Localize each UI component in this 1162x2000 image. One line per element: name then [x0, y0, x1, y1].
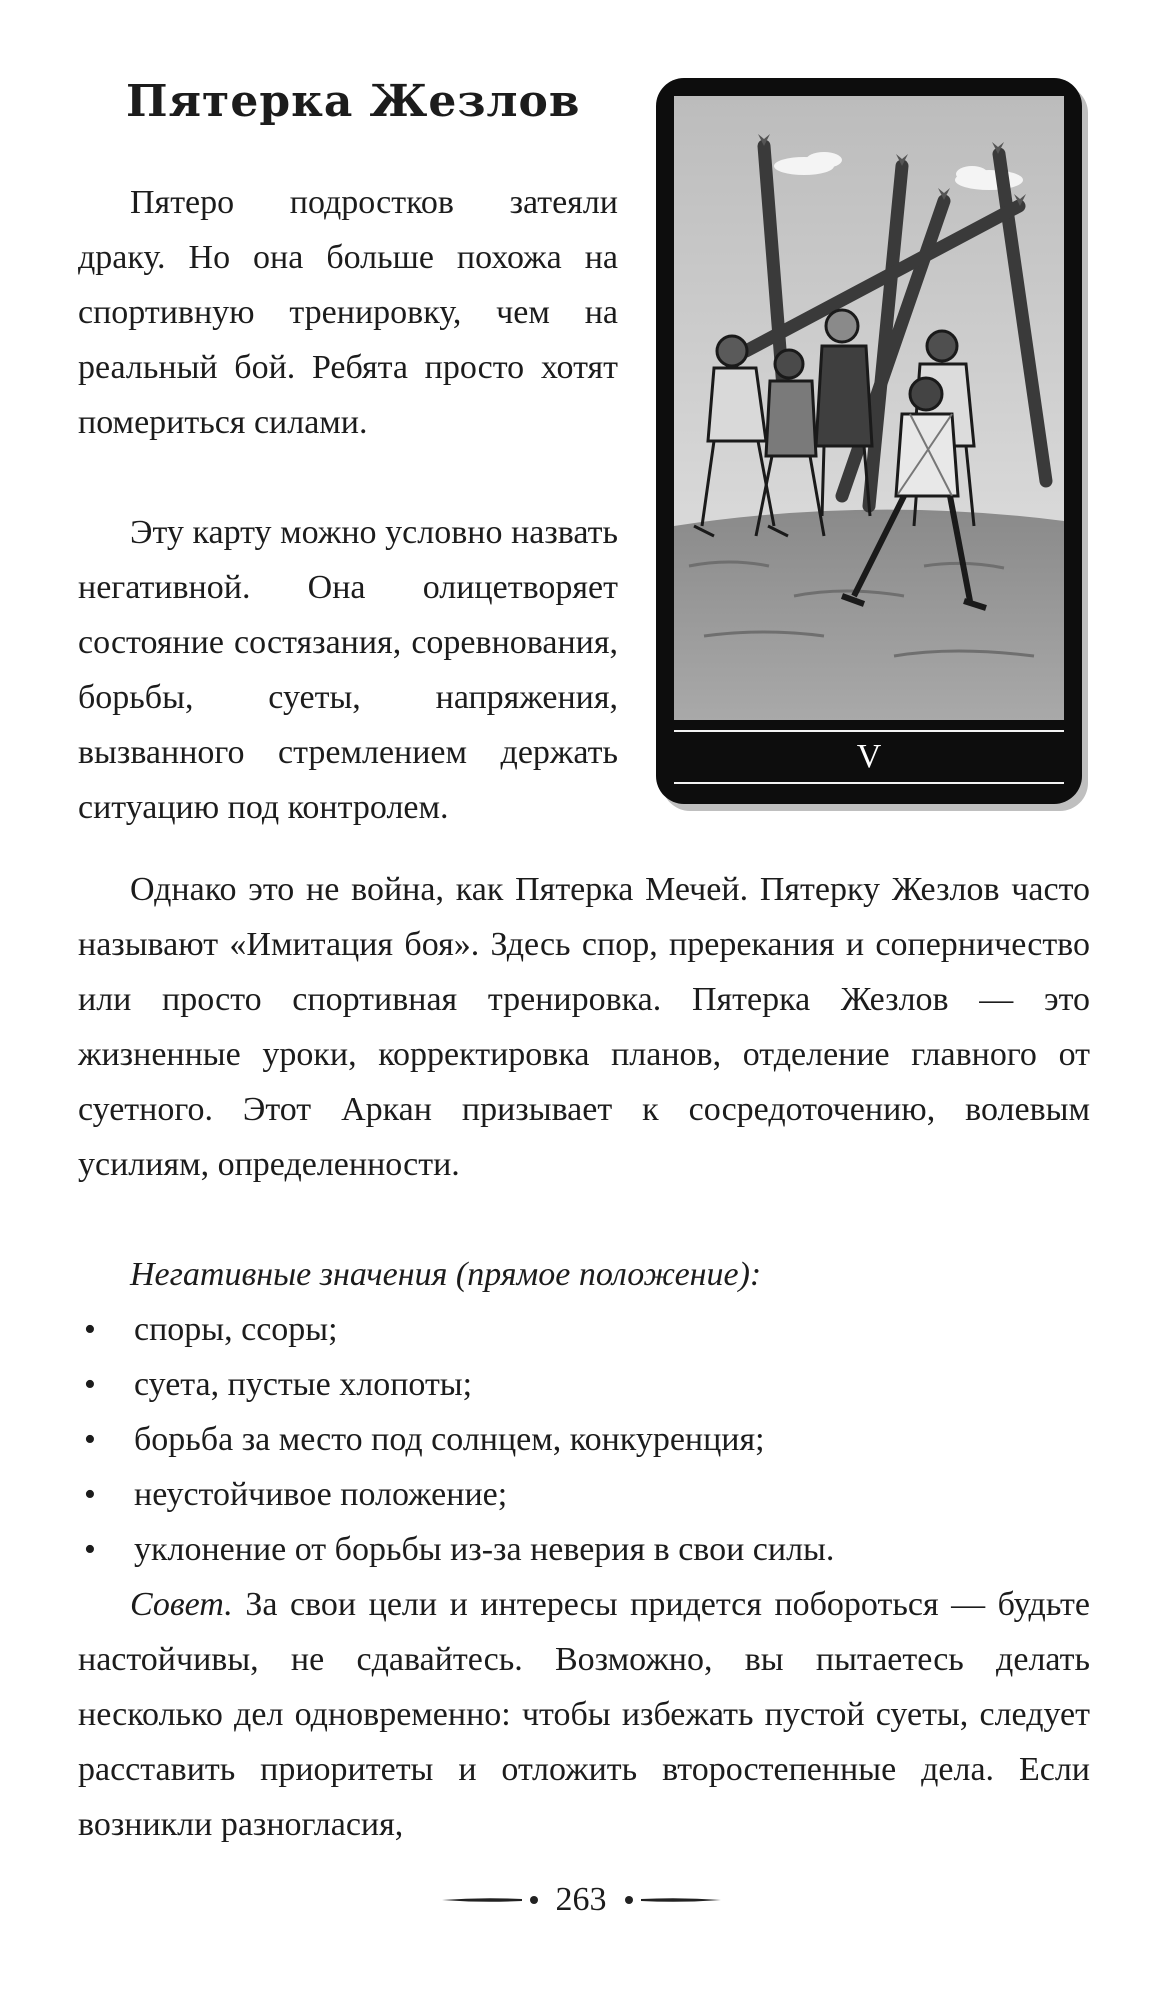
advice-text: За свои цели и интересы придется побороться — будьте настойчивы, не сдавайтесь. Возможно, вы пытаетесь делать несколько дел одновременно: чтобы избежать пустой суеты, следует расставить приоритеты и отложить второстепенные дела. Если возникли разногласия, [78, 1586, 1090, 1843]
body-text [78, 862, 1090, 1852]
intro-text [78, 175, 618, 835]
tarot-card [656, 78, 1082, 804]
tarot-card-illustration [674, 96, 1064, 720]
list-item: • борьба за место под солнцем, конкуренция; [78, 1412, 1090, 1467]
page-title: Пятерка Жезлов [126, 76, 581, 127]
intro-paragraph: Эту карту можно условно назвать негативной. Она олицетворяет состояние состязания, соревнования, борьбы, суеты, напряжения, вызванного стремлением держать ситуацию под контролем. [78, 514, 618, 826]
left-ornament-icon [442, 1893, 542, 1907]
list-item: • суета, пустые хлопоты; [78, 1357, 1090, 1412]
card-numeral: V [674, 730, 1064, 784]
list-item: • споры, ссоры; [78, 1302, 1090, 1357]
list-item: • неустойчивое положение; [78, 1467, 1090, 1522]
right-ornament-icon [621, 1893, 721, 1907]
advice-label: Совет. [130, 1586, 233, 1623]
body-paragraph: Однако это не война, как Пятерка Мечей. Пятерку Жезлов часто называют «Имитация боя». Здесь спор, пререкания и соперничество или просто спортивная тренировка. Пятерка Жезлов — это жизненные уроки, корректировка планов, отделение главного от суетного. Этот Аркан призывает к сосредоточению, волевым усилиям, определенности. [78, 871, 1090, 1183]
paragraph-gap [78, 450, 618, 505]
list-item: • уклонение от борьбы из-за неверия в свои силы. [78, 1522, 1090, 1577]
page-footer [0, 1870, 1162, 1930]
intro-paragraph: Пятеро подростков затеяли драку. Но она больше похожа на спортивную тренировку, чем на реальный бой. Ребята просто хотят помериться силами. [78, 184, 618, 441]
page-number: 263 [555, 1881, 607, 1918]
negative-meanings-heading: Негативные значения (прямое положение): [130, 1256, 762, 1293]
advice-paragraph [78, 1577, 1090, 1852]
negative-meanings-list [78, 1302, 1090, 1577]
paragraph-gap [78, 1192, 1090, 1247]
